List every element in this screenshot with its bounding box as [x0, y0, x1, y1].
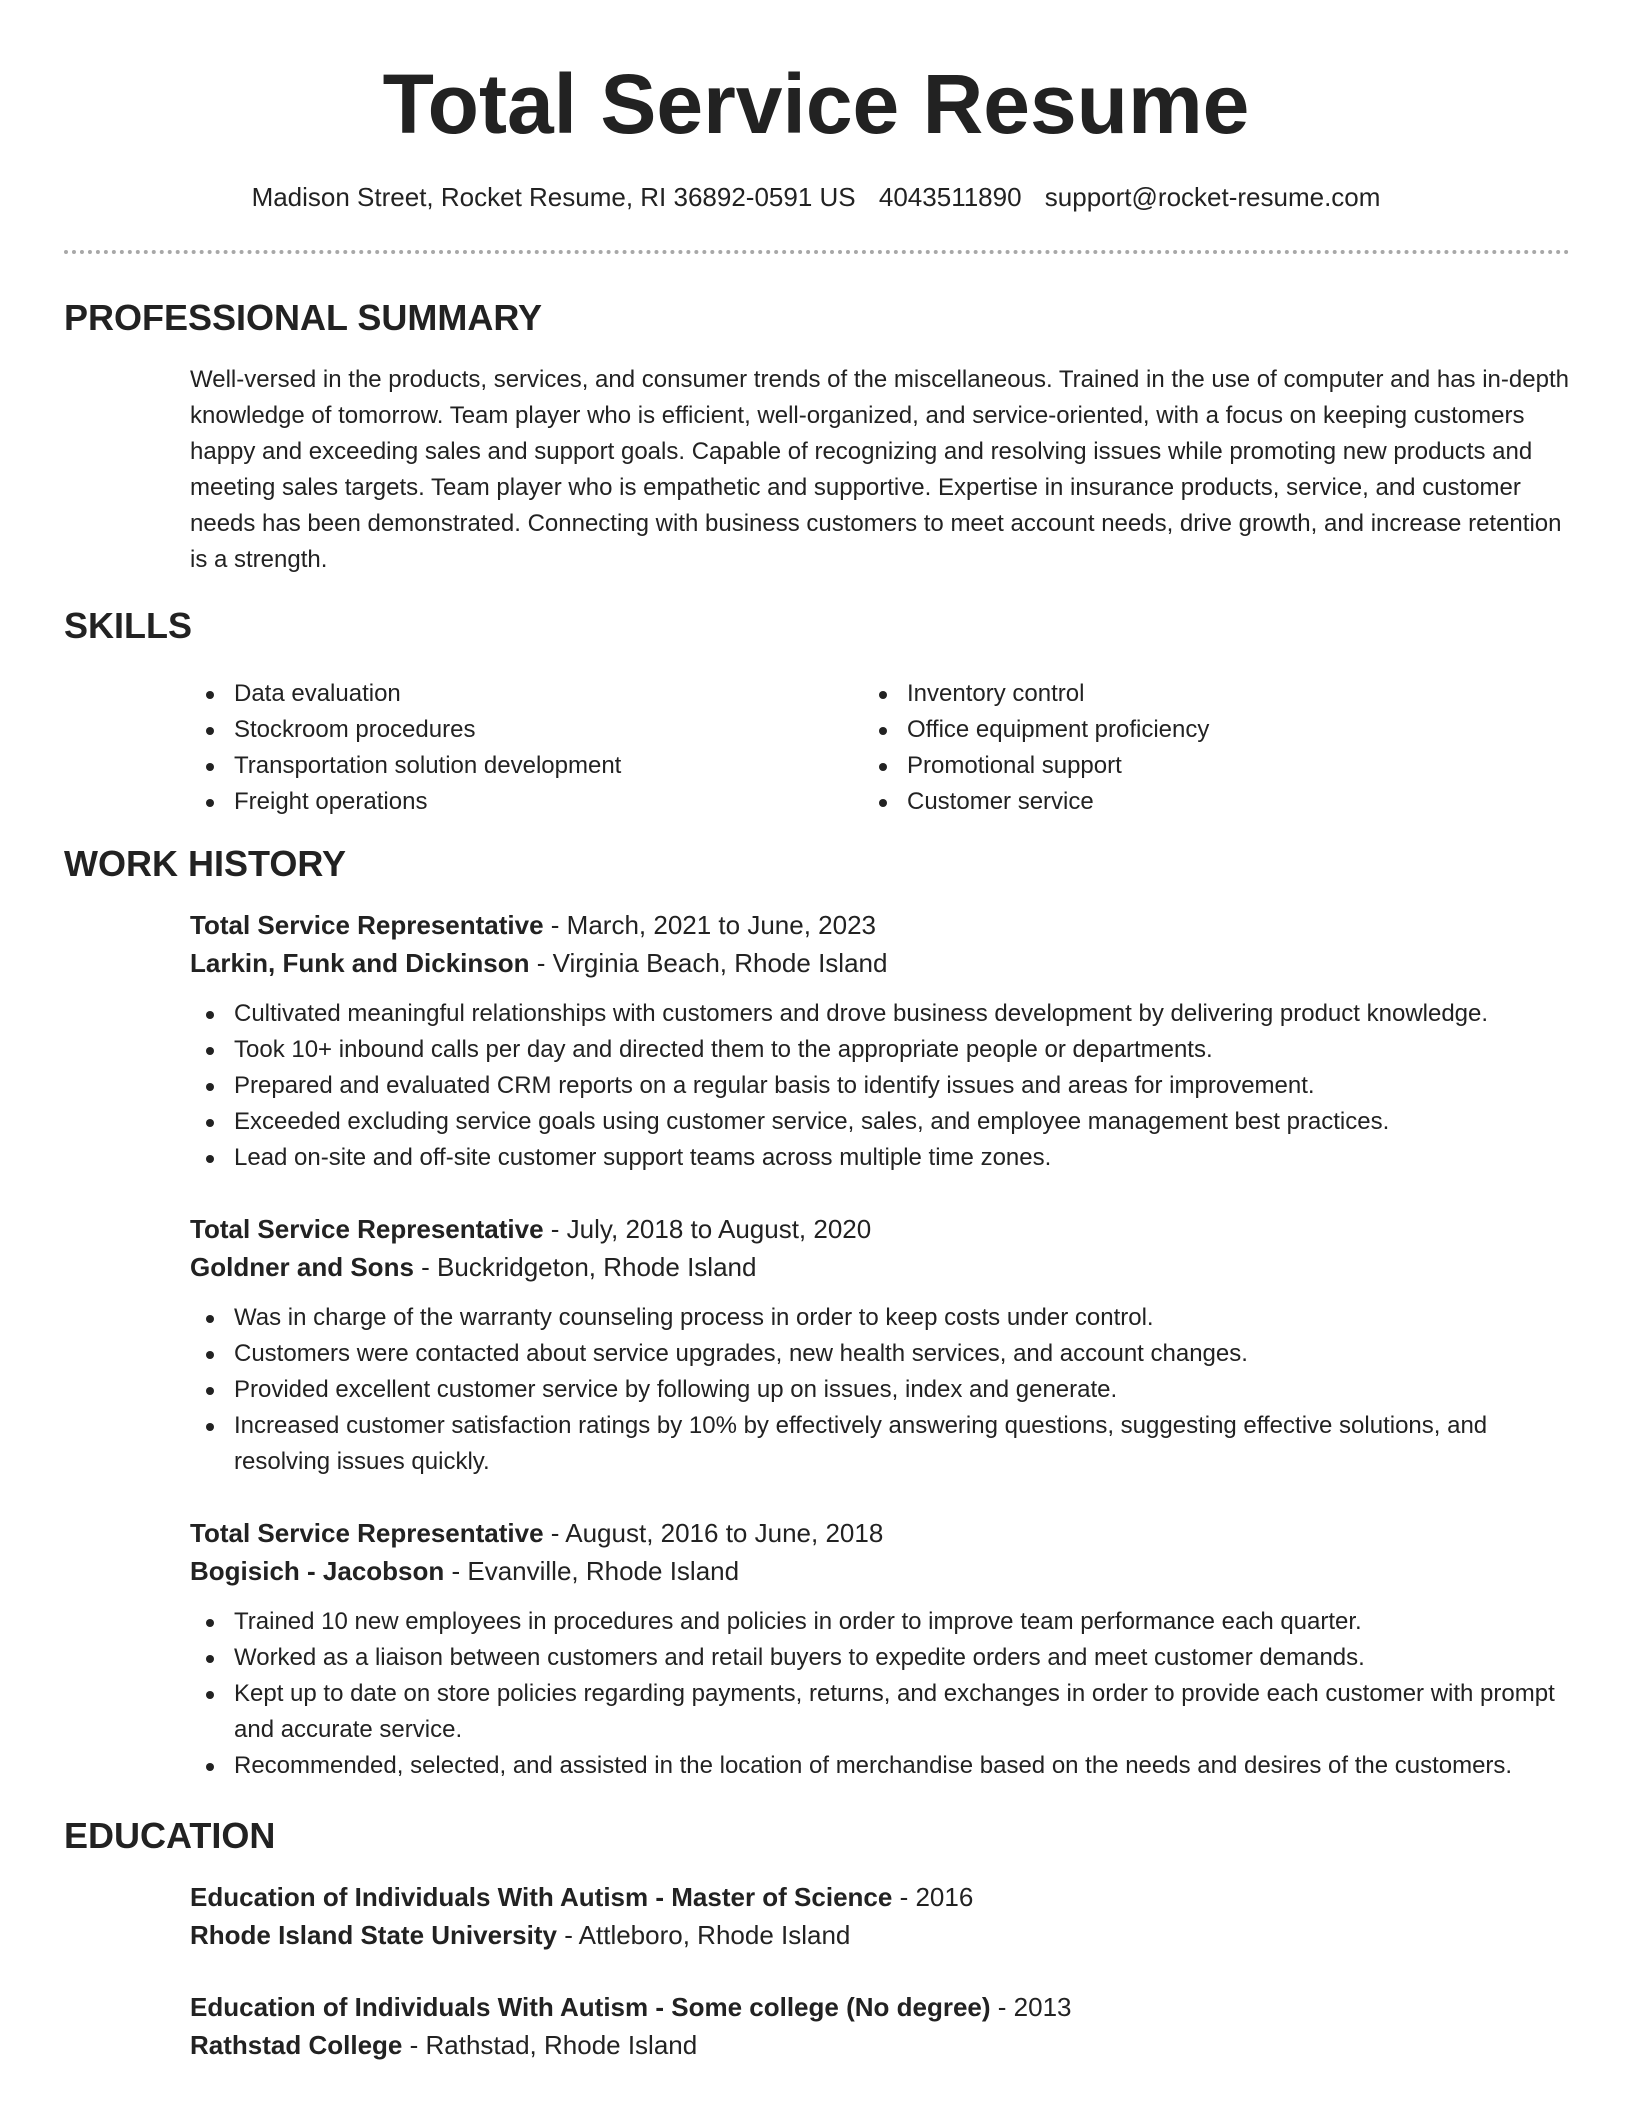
job-bullet: Provided excellent customer service by following up on issues, index and generate.: [190, 1372, 1570, 1408]
job-bullets: [190, 1300, 1570, 1480]
job-title: Total Service Representative: [190, 910, 544, 940]
education-degree-line: [190, 1988, 1570, 2026]
education-school: Rhode Island State University: [190, 1920, 557, 1950]
job-company: Bogisich - Jacobson: [190, 1556, 445, 1586]
job-title-line: [190, 1514, 1570, 1552]
skills-heading: SKILLS: [64, 605, 193, 646]
contact-email: support@rocket-resume.com: [1044, 182, 1381, 212]
skill-item: Data evaluation: [190, 676, 830, 712]
resume-title: Total Service Resume: [382, 57, 1250, 151]
education-school: Rathstad College: [190, 2030, 403, 2060]
job-bullet: Increased customer satisfaction ratings by 10% by effectively answering questions, suggesting effective solutions, and resolving issues quickly.: [190, 1408, 1570, 1480]
skill-item: Customer service: [863, 784, 1503, 820]
job-title-line: [190, 1210, 1570, 1248]
job-bullet: Was in charge of the warranty counseling process in order to keep costs under control.: [190, 1300, 1570, 1336]
job-company: Goldner and Sons: [190, 1252, 414, 1282]
job-bullet: Trained 10 new employees in procedures and policies in order to improve team performance each quarter.: [190, 1604, 1570, 1640]
education-year: - 2013: [990, 1992, 1072, 2022]
job-bullet: Worked as a liaison between customers and retail buyers to expedite orders and meet customer demands.: [190, 1640, 1570, 1676]
skills-list-left: [190, 676, 830, 820]
education-entry: [190, 1878, 1570, 1954]
education-degree-line: [190, 1878, 1570, 1916]
education-school-line: [190, 2026, 1570, 2064]
work-heading: WORK HISTORY: [64, 843, 347, 884]
contact-line: [0, 180, 1632, 214]
job-company-line: [190, 1248, 1570, 1286]
job-dates: - March, 2021 to June, 2023: [543, 910, 877, 940]
job-bullet: Prepared and evaluated CRM reports on a regular basis to identify issues and areas for improvement.: [190, 1068, 1570, 1104]
job-entry: [190, 906, 1570, 1176]
skill-item: Office equipment proficiency: [863, 712, 1503, 748]
education-degree: Education of Individuals With Autism - Master of Science: [190, 1882, 893, 1912]
job-entry: [190, 1210, 1570, 1480]
job-bullet: Cultivated meaningful relationships with customers and drove business development by delivering product knowledge.: [190, 996, 1570, 1032]
skills-list-right: [863, 676, 1503, 820]
education-heading: EDUCATION: [64, 1815, 276, 1856]
job-bullets: [190, 1604, 1570, 1784]
job-company: Larkin, Funk and Dickinson: [190, 948, 530, 978]
job-bullet: Kept up to date on store policies regarding payments, returns, and exchanges in order to provide each customer with prompt and accurate service.: [190, 1676, 1570, 1748]
job-bullet: Recommended, selected, and assisted in the location of merchandise based on the needs and desires of the customers.: [190, 1748, 1570, 1784]
job-company-line: [190, 944, 1570, 982]
skill-item: Inventory control: [863, 676, 1503, 712]
education-degree: Education of Individuals With Autism - Some college (No degree): [190, 1992, 991, 2022]
contact-address: Madison Street, Rocket Resume, RI 36892-0591 US: [251, 182, 856, 212]
skill-item: Stockroom procedures: [190, 712, 830, 748]
job-location: - Virginia Beach, Rhode Island: [529, 948, 888, 978]
job-title-line: [190, 906, 1570, 944]
education-location: - Rathstad, Rhode Island: [402, 2030, 698, 2060]
job-title: Total Service Representative: [190, 1518, 544, 1548]
skill-item: Freight operations: [190, 784, 830, 820]
job-bullet: Exceeded excluding service goals using customer service, sales, and employee management best practices.: [190, 1104, 1570, 1140]
job-bullet: Customers were contacted about service upgrades, new health services, and account changes.: [190, 1336, 1570, 1372]
education-year: - 2016: [892, 1882, 974, 1912]
job-company-line: [190, 1552, 1570, 1590]
job-dates: - August, 2016 to June, 2018: [543, 1518, 884, 1548]
skill-item: Transportation solution development: [190, 748, 830, 784]
job-entry: [190, 1514, 1570, 1784]
education-school-line: [190, 1916, 1570, 1954]
header-divider: [64, 250, 1570, 254]
job-dates: - July, 2018 to August, 2020: [543, 1214, 872, 1244]
job-bullet: Took 10+ inbound calls per day and directed them to the appropriate people or departments.: [190, 1032, 1570, 1068]
job-bullet: Lead on-site and off-site customer support teams across multiple time zones.: [190, 1140, 1570, 1176]
summary-heading: PROFESSIONAL SUMMARY: [64, 297, 543, 338]
job-location: - Buckridgeton, Rhode Island: [413, 1252, 757, 1282]
job-bullets: [190, 996, 1570, 1176]
education-entry: [190, 1988, 1570, 2064]
education-location: - Attleboro, Rhode Island: [556, 1920, 851, 1950]
skill-item: Promotional support: [863, 748, 1503, 784]
job-location: - Evanville, Rhode Island: [444, 1556, 740, 1586]
job-title: Total Service Representative: [190, 1214, 544, 1244]
summary-text: Well-versed in the products, services, and consumer trends of the miscellaneous. Trained in the use of computer and has in-depth knowledge of tomorrow. Team player who is efficient, well-organized, and service-oriented, with a focus on keeping customers happy and exceeding sales and support goals. Capable of recognizing and resolving issues while promoting new products and meeting sales targets. Team player who is empathetic and supportive. Expertise in insurance products, service, and customer needs has been demonstrated. Connecting with business customers to meet account needs, drive growth, and increase retention is a strength.: [190, 366, 1569, 573]
contact-phone: 4043511890: [878, 182, 1022, 212]
